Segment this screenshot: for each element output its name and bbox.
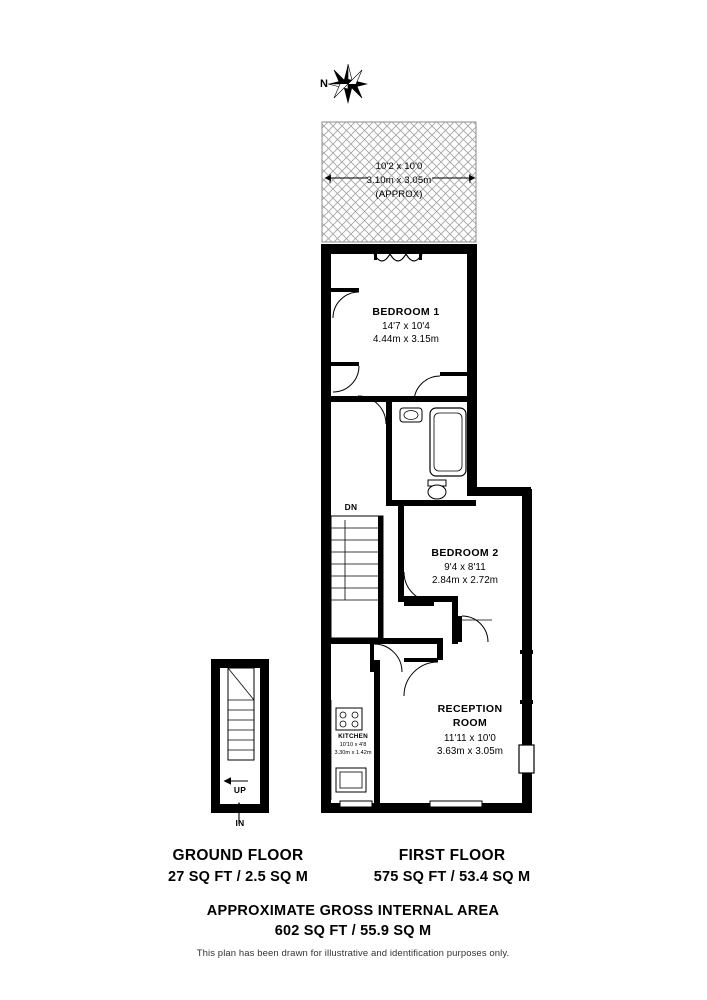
reception-room-dims-metric: 3.63m x 3.05m: [436, 746, 504, 757]
first-floor-title: FIRST FLOOR: [398, 847, 506, 864]
ground-floor-area: 27 SQ FT / 2.5 SQ M: [168, 869, 308, 885]
stairs-up-label: UP: [233, 785, 247, 795]
bedroom-2-label: BEDROOM 2: [431, 547, 499, 559]
patio-approx-note: (APPROX): [375, 189, 423, 200]
bedroom-1-dims-imperial: 14'7 x 10'4: [382, 321, 430, 332]
patio-dims-metric: 3.10m x 3.05m: [366, 175, 432, 186]
bedroom-1-dims-metric: 4.44m x 3.15m: [372, 334, 440, 345]
first-floor-area: 575 SQ FT / 53.4 SQ M: [373, 869, 531, 885]
gross-internal-area-title: APPROXIMATE GROSS INTERNAL AREA: [206, 903, 500, 919]
disclaimer-text: This plan has been drawn for illustrative and identification purposes only.: [196, 948, 510, 959]
bedroom-2-dims-imperial: 9'4 x 8'11: [444, 562, 486, 573]
compass-north-label: N: [320, 78, 328, 90]
bedroom-2-dims-metric: 2.84m x 2.72m: [431, 575, 499, 586]
ground-floor-plan: [212, 660, 268, 824]
first-floor-staircase: [331, 516, 383, 638]
stairs-down-label: DN: [344, 502, 358, 512]
ground-floor-title: GROUND FLOOR: [172, 847, 304, 864]
bedroom-1-label: BEDROOM 1: [372, 306, 440, 318]
kitchen-dims-metric: 3.30m x 1.42m: [334, 750, 372, 756]
entrance-label: IN: [235, 818, 245, 828]
reception-room-label-line1: RECEPTION: [437, 703, 503, 715]
gross-internal-area-value: 602 SQ FT / 55.9 SQ M: [274, 923, 432, 939]
reception-room-label-line2: ROOM: [452, 717, 488, 729]
reception-room-dims-imperial: 11'11 x 10'0: [444, 733, 496, 744]
patio-dims-imperial: 10'2 x 10'0: [375, 161, 423, 172]
compass-rose: [328, 64, 368, 104]
kitchen-label: KITCHEN: [338, 733, 368, 740]
kitchen-dims-imperial: 10'10 x 4'8: [339, 742, 367, 748]
